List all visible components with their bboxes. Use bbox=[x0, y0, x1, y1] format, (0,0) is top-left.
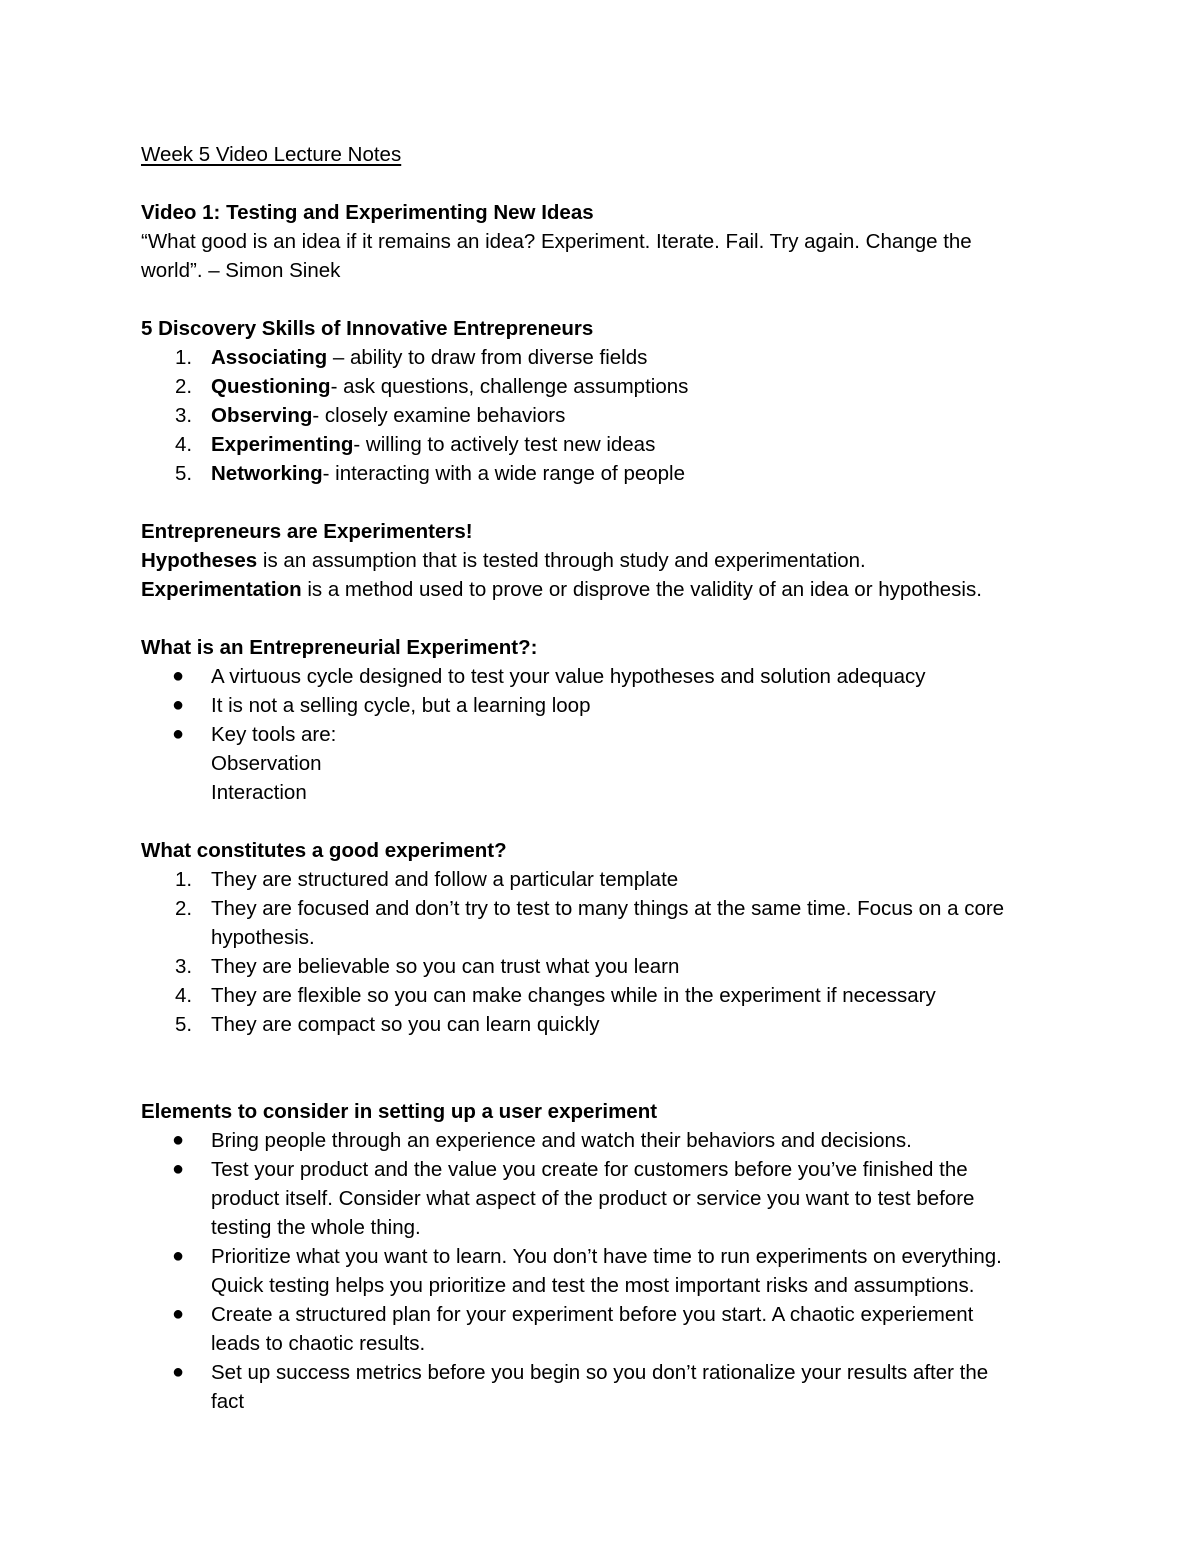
list-number: 4. bbox=[175, 984, 193, 1007]
skill-desc: - willing to actively test new ideas bbox=[353, 433, 656, 456]
list-item bbox=[141, 1126, 1071, 1155]
list-number: 4. bbox=[175, 433, 193, 456]
list-item-text: hypothesis. bbox=[211, 926, 315, 949]
list-item bbox=[141, 1010, 1071, 1039]
bullet-icon: ● bbox=[172, 665, 185, 687]
definition-term: Hypotheses bbox=[141, 549, 258, 572]
list-item bbox=[141, 865, 1071, 894]
good-experiment-heading: What constitutes a good experiment? bbox=[141, 839, 507, 862]
skill-desc: - closely examine behaviors bbox=[312, 404, 566, 427]
skill-term: Questioning bbox=[211, 375, 331, 398]
page-title: Week 5 Video Lecture Notes bbox=[141, 143, 402, 166]
list-number: 2. bbox=[175, 897, 193, 920]
tool-line: Interaction bbox=[211, 781, 307, 804]
document-body bbox=[141, 140, 1071, 1416]
list-item-text: Set up success metrics before you begin so you don’t rationalize your results after the bbox=[211, 1361, 989, 1384]
list-item-text: Quick testing helps you prioritize and test the most important risks and assumptions. bbox=[211, 1274, 975, 1297]
list-number: 2. bbox=[175, 375, 193, 398]
list-item-text: leads to chaotic results. bbox=[211, 1332, 426, 1355]
bullet-icon: ● bbox=[172, 1158, 185, 1180]
list-item bbox=[141, 459, 1071, 488]
elements-list bbox=[141, 1126, 1071, 1416]
quote-line: world”. – Simon Sinek bbox=[141, 259, 341, 282]
list-number: 3. bbox=[175, 955, 193, 978]
definition-text: is a method used to prove or disprove the validity of an idea or hypothesis. bbox=[301, 578, 982, 601]
tool-line: Observation bbox=[211, 752, 322, 775]
list-item-text: A virtuous cycle designed to test your value hypotheses and solution adequacy bbox=[211, 665, 926, 688]
skill-desc: - interacting with a wide range of people bbox=[322, 462, 686, 485]
list-item-text: They are structured and follow a particular template bbox=[211, 868, 679, 891]
bullet-icon: ● bbox=[172, 1361, 185, 1383]
good-experiment-list bbox=[141, 865, 1071, 1039]
list-item-text: Bring people through an experience and watch their behaviors and decisions. bbox=[211, 1129, 912, 1152]
definition-text: is an assumption that is tested through study and experimentation. bbox=[257, 549, 866, 572]
list-item bbox=[141, 1242, 1071, 1300]
quote-line: “What good is an idea if it remains an idea? Experiment. Iterate. Fail. Try again. Change the bbox=[141, 230, 972, 253]
list-number: 5. bbox=[175, 1013, 193, 1036]
list-number: 1. bbox=[175, 868, 193, 891]
experimenters-heading: Entrepreneurs are Experimenters! bbox=[141, 520, 473, 543]
skill-desc: - ask questions, challenge assumptions bbox=[330, 375, 689, 398]
bullet-icon: ● bbox=[172, 694, 185, 716]
list-item bbox=[141, 430, 1071, 459]
discovery-heading: 5 Discovery Skills of Innovative Entrepreneurs bbox=[141, 317, 594, 340]
list-item bbox=[141, 372, 1071, 401]
list-item bbox=[141, 981, 1071, 1010]
list-item bbox=[141, 401, 1071, 430]
skill-term: Observing bbox=[211, 404, 313, 427]
list-item bbox=[141, 720, 1071, 807]
entre-experiment-list bbox=[141, 662, 1071, 807]
list-item-text: They are believable so you can trust what you learn bbox=[211, 955, 680, 978]
list-item-text: It is not a selling cycle, but a learning loop bbox=[211, 694, 591, 717]
entre-experiment-heading: What is an Entrepreneurial Experiment?: bbox=[141, 636, 538, 659]
definition-term: Experimentation bbox=[141, 578, 302, 601]
list-item-text: Create a structured plan for your experiment before you start. A chaotic experiement bbox=[211, 1303, 974, 1326]
list-item bbox=[141, 343, 1071, 372]
list-number: 3. bbox=[175, 404, 193, 427]
list-item-text: product itself. Consider what aspect of the product or service you want to test before bbox=[211, 1187, 975, 1210]
skill-term: Associating bbox=[211, 346, 328, 369]
skill-term: Experimenting bbox=[211, 433, 354, 456]
discovery-list bbox=[141, 343, 1071, 488]
bullet-icon: ● bbox=[172, 723, 185, 745]
skill-term: Networking bbox=[211, 462, 323, 485]
list-item bbox=[141, 662, 1071, 691]
skill-desc: – ability to draw from diverse fields bbox=[327, 346, 648, 369]
list-item bbox=[141, 952, 1071, 981]
elements-heading: Elements to consider in setting up a user experiment bbox=[141, 1100, 658, 1123]
list-item-text: Test your product and the value you create for customers before you’ve finished the bbox=[211, 1158, 968, 1181]
definition-line bbox=[141, 546, 1071, 575]
list-item-text: testing the whole thing. bbox=[211, 1216, 421, 1239]
list-number: 5. bbox=[175, 462, 193, 485]
video1-heading: Video 1: Testing and Experimenting New Ideas bbox=[141, 201, 594, 224]
bullet-icon: ● bbox=[172, 1303, 185, 1325]
list-item-text: They are flexible so you can make changes while in the experiment if necessary bbox=[211, 984, 936, 1007]
list-item bbox=[141, 1358, 1071, 1416]
list-item-text: They are focused and don’t try to test to many things at the same time. Focus on a core bbox=[211, 897, 1005, 920]
list-item bbox=[141, 1300, 1071, 1358]
list-item bbox=[141, 691, 1071, 720]
list-item bbox=[141, 894, 1071, 952]
list-item-text: fact bbox=[211, 1390, 245, 1413]
list-item-text: They are compact so you can learn quickly bbox=[211, 1013, 600, 1036]
bullet-icon: ● bbox=[172, 1245, 185, 1267]
list-item-text: Prioritize what you want to learn. You don’t have time to run experiments on everything. bbox=[211, 1245, 1002, 1268]
list-item bbox=[141, 1155, 1071, 1242]
bullet-icon: ● bbox=[172, 1129, 185, 1151]
list-number: 1. bbox=[175, 346, 193, 369]
definition-line bbox=[141, 575, 1071, 604]
list-item-text: Key tools are: bbox=[211, 723, 337, 746]
